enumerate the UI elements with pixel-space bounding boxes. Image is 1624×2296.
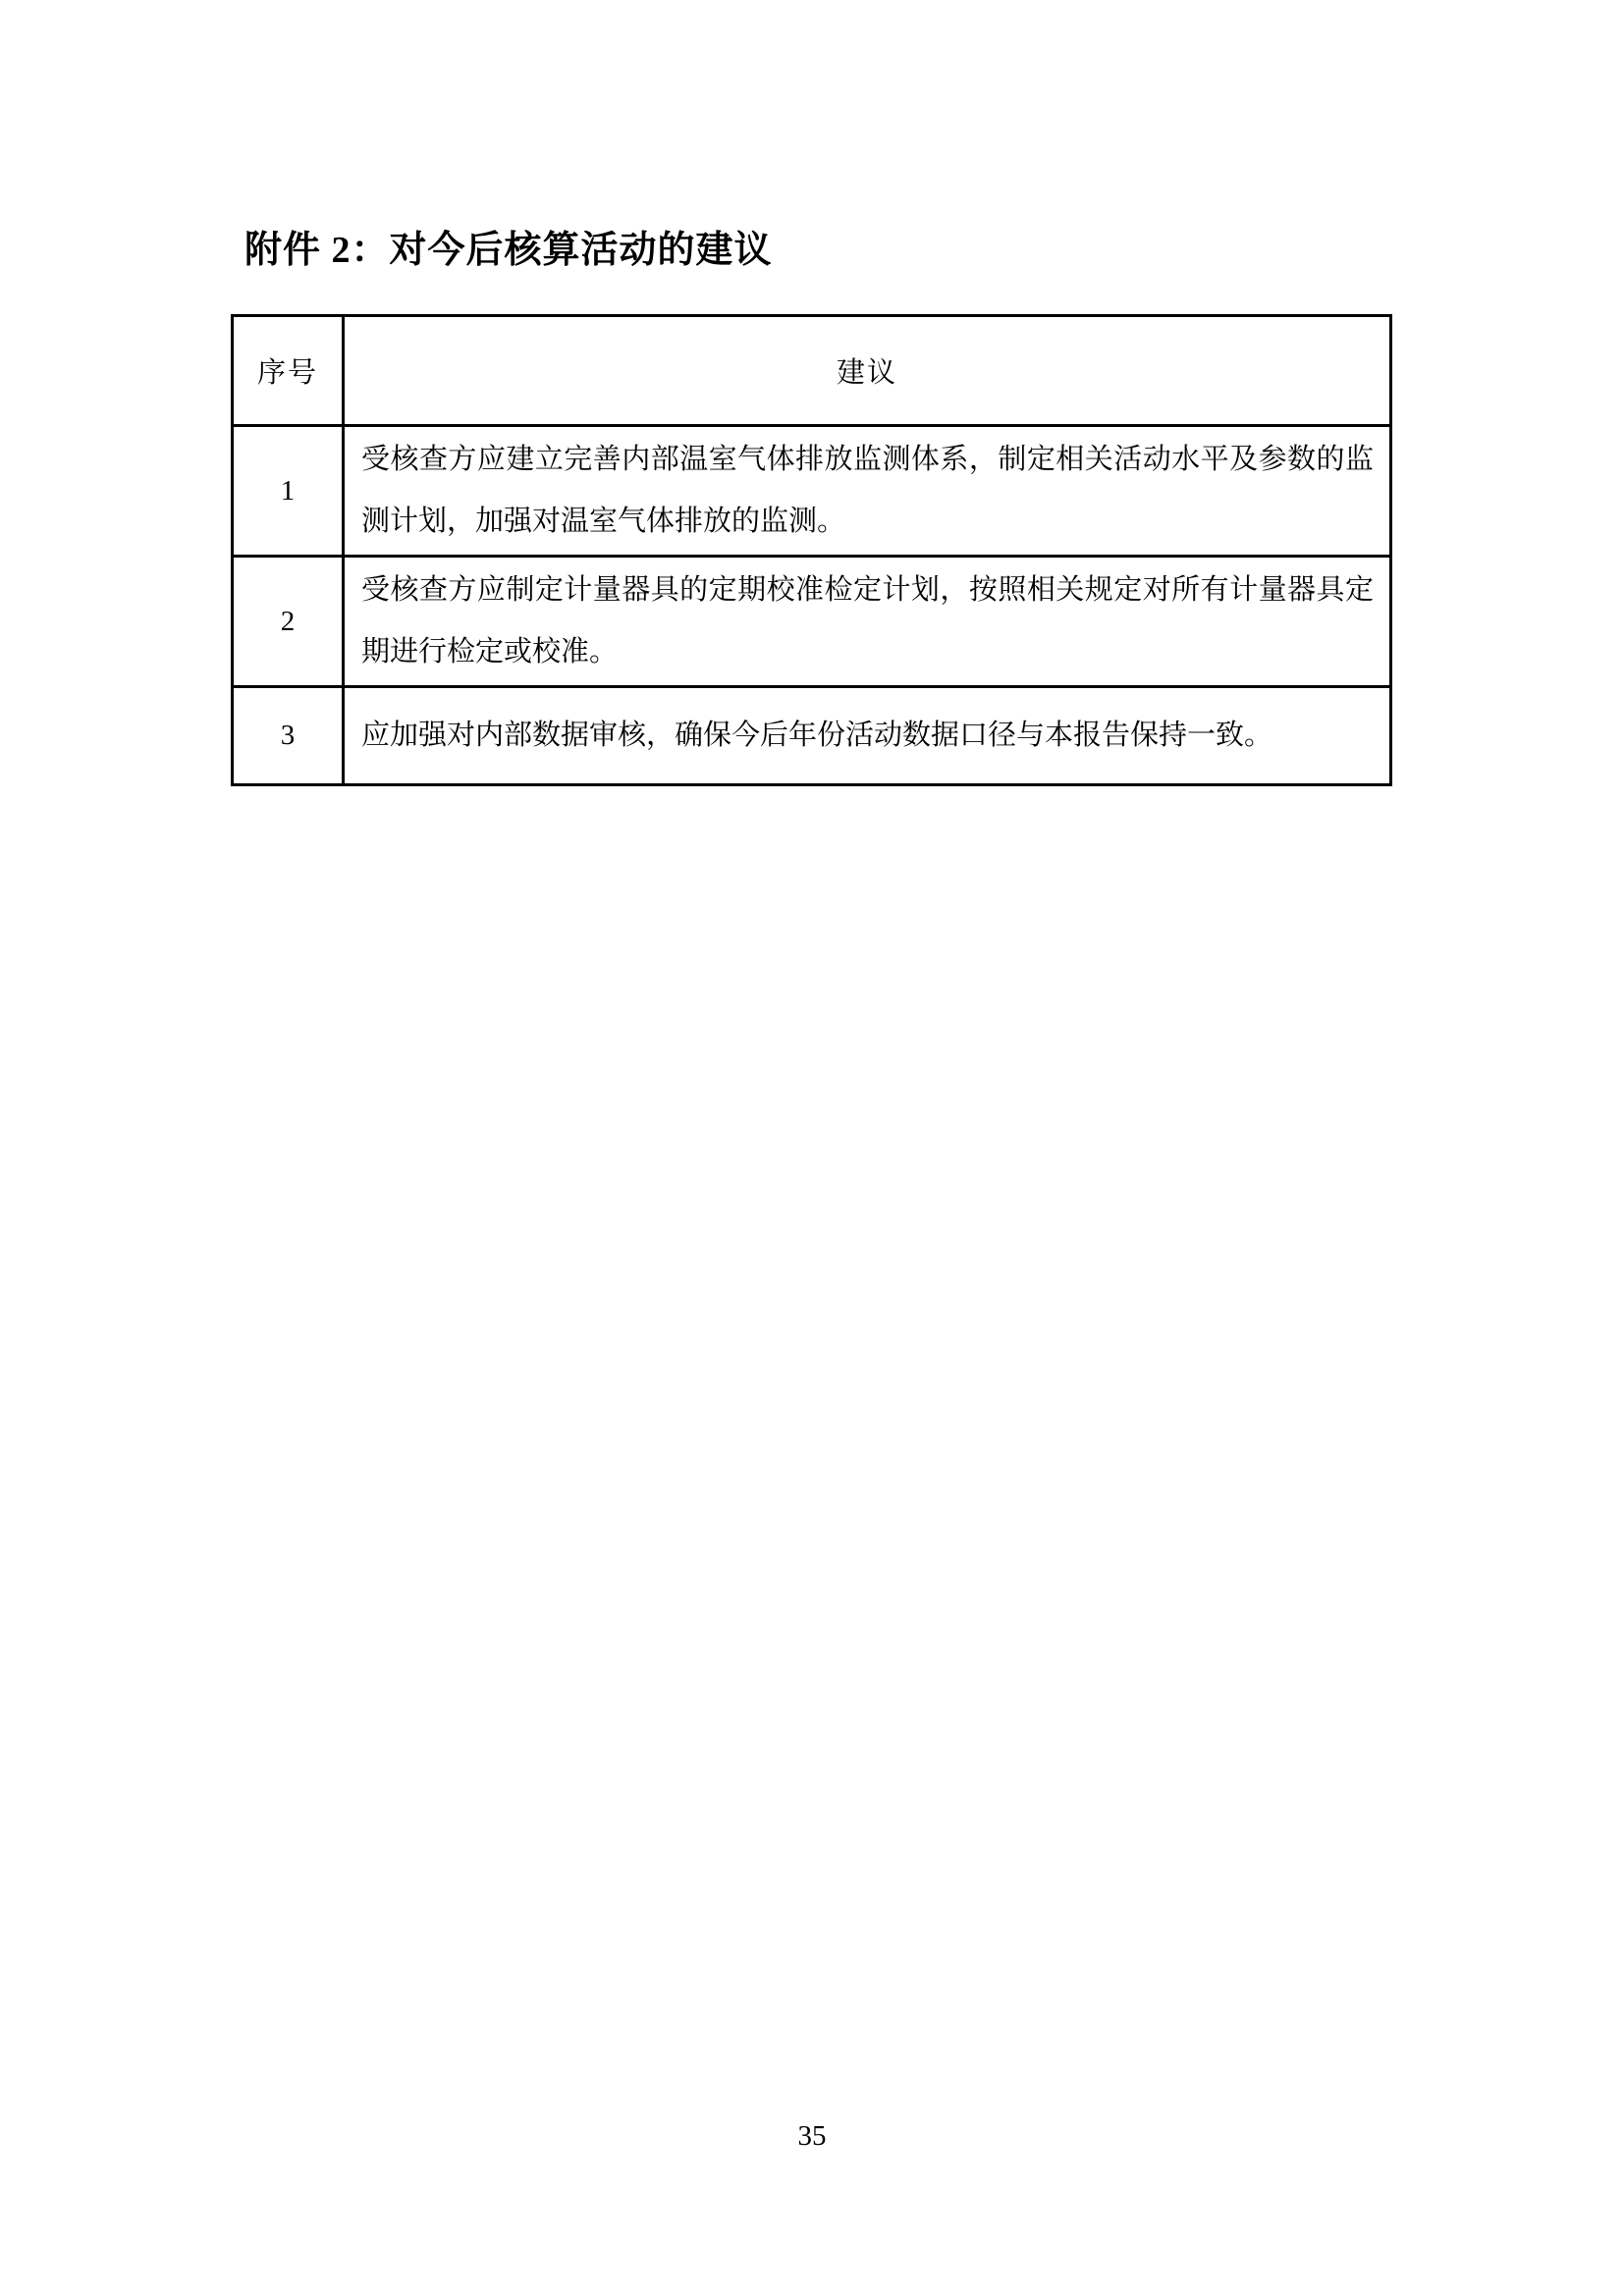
row-index: 1 [233, 426, 344, 557]
row-suggestion: 应加强对内部数据审核，确保今后年份活动数据口径与本报告保持一致。 [344, 687, 1391, 785]
column-header-index: 序号 [233, 316, 344, 426]
table-row [233, 557, 1391, 687]
page-title: 附件 2：对今后核算活动的建议 [244, 230, 773, 271]
suggestions-table [231, 314, 1392, 786]
row-suggestion: 受核查方应制定计量器具的定期校准检定计划，按照相关规定对所有计量器具定期进行检定或校准。 [344, 557, 1391, 687]
table-header-row [233, 316, 1391, 426]
table-row [233, 687, 1391, 785]
page-number: 35 [797, 2120, 827, 2152]
row-index: 3 [233, 687, 344, 785]
row-suggestion: 受核查方应建立完善内部温室气体排放监测体系，制定相关活动水平及参数的监测计划，加强对温室气体排放的监测。 [344, 426, 1391, 557]
table-row [233, 426, 1391, 557]
column-header-suggestion: 建议 [344, 316, 1391, 426]
row-index: 2 [233, 557, 344, 687]
